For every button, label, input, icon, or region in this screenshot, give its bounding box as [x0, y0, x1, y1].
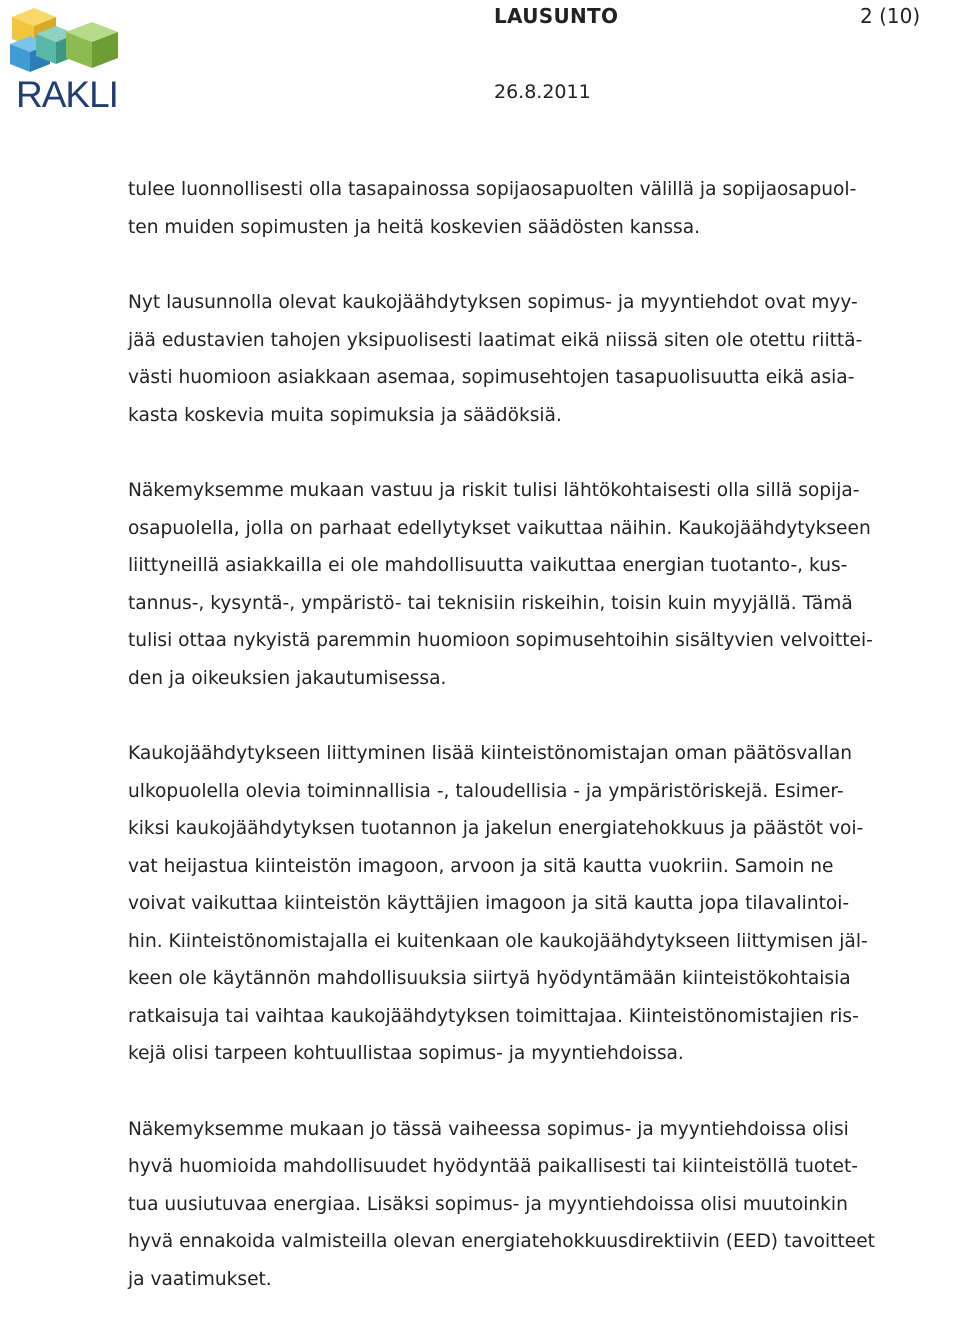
text-line: tua uusiutuvaa energiaa. Lisäksi sopimus- ja myyntiehdoissa olisi muutoinkin — [128, 1193, 848, 1215]
logo-wordmark: RAKLI — [16, 74, 118, 110]
paragraph — [128, 171, 958, 246]
page-number: 2 (10) — [860, 4, 921, 28]
text-line: osapuolella, jolla on parhaat edellytykset vaikuttaa näihin. Kaukojäähdytykseen — [128, 517, 871, 539]
text-line: liittyneillä asiakkailla ei ole mahdollisuutta vaikuttaa energian tuotanto-, kus- — [128, 555, 848, 576]
text-line: den ja oikeuksien jakautumisessa. — [128, 667, 447, 689]
text-line: västi huomioon asiakkaan asemaa, sopimusehtojen tasapuolisuutta eikä asia- — [128, 367, 855, 388]
document-date: 26.8.2011 — [494, 81, 591, 103]
document-type: LAUSUNTO — [494, 4, 619, 28]
text-line: ratkaisuja tai vaihtaa kaukojäähdytyksen toimittajaa. Kiinteistönomistajien ris- — [128, 1005, 859, 1027]
paragraph — [128, 735, 958, 1073]
text-line: ja vaatimukset. — [128, 1268, 272, 1290]
text-line: Kaukojäähdytykseen liittyminen lisää kiinteistönomistajan oman päätösvallan — [128, 743, 853, 764]
text-line: keen ole käytännön mahdollisuuksia siirtyä hyödyntämään kiinteistökohtaisia — [128, 968, 851, 989]
rakli-logo — [6, 4, 126, 110]
text-line: voivat vaikuttaa kiinteistön käyttäjien imagoon ja sitä kautta jopa tilavalintoi- — [128, 893, 850, 914]
text-line: vat heijastua kiinteistön imagoon, arvoon ja sitä kautta vuokriin. Samoin ne — [128, 855, 834, 877]
text-line: jää edustavien tahojen yksipuolisesti laatimat eikä niissä siten ole otettu riittä- — [128, 329, 863, 351]
paragraph — [128, 284, 958, 434]
text-line: hyvä huomioida mahdollisuudet hyödyntää paikallisesti tai kiinteistöllä tuotet- — [128, 1156, 858, 1177]
text-line: ulkopuolella olevia toiminnallisia -, taloudellisia - ja ympäristöriskejä. Esimer- — [128, 780, 844, 802]
text-line: ten muiden sopimusten ja heitä koskevien säädösten kanssa. — [128, 216, 701, 238]
text-line: kasta koskevia muita sopimuksia ja säädöksiä. — [128, 404, 562, 426]
text-line: tulisi ottaa nykyistä paremmin huomioon sopimusehtoihin sisältyvien velvoittei- — [128, 630, 873, 651]
text-line: Näkemyksemme mukaan vastuu ja riskit tulisi lähtökohtaisesti olla sillä sopija- — [128, 480, 860, 501]
text-line: Näkemyksemme mukaan jo tässä vaiheessa sopimus- ja myyntiehdoissa olisi — [128, 1118, 849, 1140]
text-line: hyvä ennakoida valmisteilla olevan energiatehokkuusdirektiivin (EED) tavoitteet — [128, 1231, 875, 1252]
text-line: kiksi kaukojäähdytyksen tuotannon ja jakelun energiatehokkuus ja päästöt voi- — [128, 818, 864, 839]
logo-cube-green — [66, 22, 118, 68]
text-line: hin. Kiinteistönomistajalla ei kuitenkaan ole kaukojäähdytykseen liittymisen jäl- — [128, 930, 868, 952]
paragraph — [128, 472, 958, 697]
text-line: tannus-, kysyntä-, ympäristö- tai teknisiin riskeihin, toisin kuin myyjällä. Tämä — [128, 592, 853, 614]
paragraph — [128, 1111, 958, 1299]
text-line: kejä olisi tarpeen kohtuullistaa sopimus- ja myyntiehdoissa. — [128, 1043, 684, 1064]
text-line: Nyt lausunnolla olevat kaukojäähdytyksen sopimus- ja myyntiehdot ovat myy- — [128, 292, 858, 313]
document-body — [128, 171, 958, 1336]
text-line: tulee luonnollisesti olla tasapainossa sopijaosapuolten välillä ja sopijaosapuol- — [128, 179, 857, 200]
